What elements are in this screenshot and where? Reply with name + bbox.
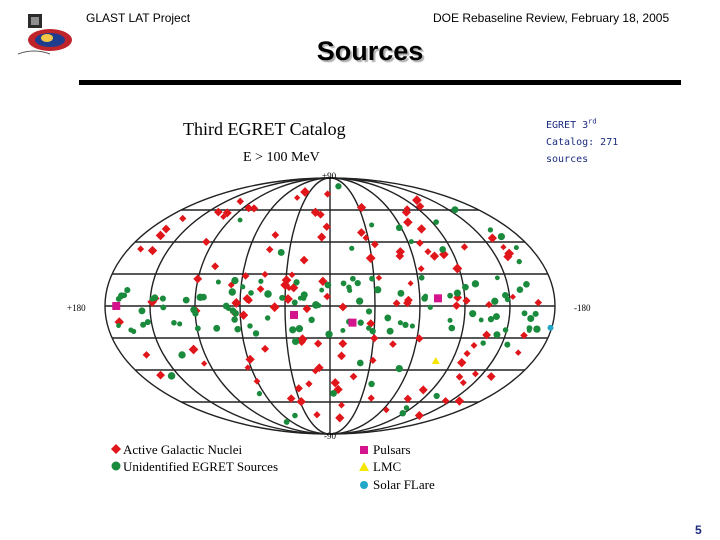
unidentified-source-marker bbox=[384, 314, 391, 321]
unidentified-source-marker bbox=[503, 327, 509, 333]
unidentified-source-marker bbox=[402, 322, 408, 328]
agn-source-marker bbox=[376, 275, 382, 281]
agn-source-marker bbox=[464, 350, 471, 357]
legend-item-unidentified bbox=[112, 459, 279, 474]
unidentified-source-marker bbox=[498, 233, 505, 240]
agn-source-marker bbox=[254, 378, 261, 385]
agn-marker-icon bbox=[111, 444, 121, 454]
unidentified-source-marker bbox=[493, 331, 500, 338]
unidentified-source-marker bbox=[308, 317, 314, 323]
agn-source-marker bbox=[357, 228, 366, 237]
unidentified-source-marker bbox=[517, 286, 524, 293]
unidentified-source-marker bbox=[533, 311, 539, 317]
unidentified-source-marker bbox=[448, 325, 455, 332]
unidentified-source-marker bbox=[349, 246, 354, 251]
agn-source-marker bbox=[487, 372, 496, 381]
unidentified-source-marker bbox=[231, 316, 237, 322]
unidentified-source-marker bbox=[292, 300, 298, 306]
legend bbox=[111, 442, 435, 492]
unidentified-source-marker bbox=[523, 281, 530, 288]
unidentified-source-marker bbox=[325, 331, 332, 338]
unidentified-source-marker bbox=[493, 313, 500, 320]
legend-label-agn: Active Galactic Nuclei bbox=[123, 442, 243, 457]
agn-source-marker bbox=[408, 280, 414, 286]
unidentified-source-marker bbox=[265, 315, 270, 320]
unidentified-source-marker bbox=[452, 206, 459, 213]
agn-source-marker bbox=[338, 402, 345, 409]
unidentified-source-marker bbox=[469, 310, 476, 317]
unidentified-source-marker bbox=[368, 381, 374, 387]
unidentified-marker-icon bbox=[112, 462, 121, 471]
agn-source-marker bbox=[297, 397, 306, 406]
unidentified-source-marker bbox=[495, 275, 500, 280]
unidentified-source-marker bbox=[340, 328, 345, 333]
agn-source-marker bbox=[314, 340, 322, 348]
agn-source-marker bbox=[262, 271, 269, 278]
unidentified-source-marker bbox=[517, 259, 522, 264]
unidentified-source-marker bbox=[454, 289, 461, 296]
solar-flare-marker-icon bbox=[360, 481, 368, 489]
unidentified-source-marker bbox=[480, 340, 485, 345]
unidentified-source-marker bbox=[387, 328, 394, 335]
agn-source-marker bbox=[338, 339, 347, 348]
unidentified-source-marker bbox=[527, 325, 533, 331]
unidentified-source-marker bbox=[399, 410, 406, 417]
unidentified-source-marker bbox=[289, 326, 296, 333]
unidentified-source-marker bbox=[292, 338, 299, 345]
agn-source-marker bbox=[257, 285, 265, 293]
unidentified-source-marker bbox=[317, 303, 322, 308]
agn-source-marker bbox=[370, 334, 378, 342]
unidentified-source-marker bbox=[370, 328, 376, 334]
pulsar-source-marker bbox=[290, 311, 298, 319]
unidentified-source-marker bbox=[178, 351, 185, 358]
agn-source-marker bbox=[148, 246, 157, 255]
agn-source-marker bbox=[266, 246, 273, 253]
unidentified-source-marker bbox=[335, 183, 341, 189]
agn-source-marker bbox=[368, 395, 375, 402]
unidentified-source-marker bbox=[279, 295, 285, 301]
unidentified-source-marker bbox=[356, 297, 363, 304]
agn-source-marker bbox=[535, 299, 543, 307]
agn-source-marker bbox=[457, 358, 466, 367]
slide-title: Sources bbox=[316, 36, 424, 66]
unidentified-source-marker bbox=[160, 295, 166, 301]
agn-source-marker bbox=[189, 345, 199, 355]
agn-source-marker bbox=[201, 360, 207, 366]
agn-source-marker bbox=[500, 244, 506, 250]
unidentified-source-marker bbox=[358, 320, 364, 326]
unidentified-source-marker bbox=[527, 315, 534, 322]
legend-label-unidentified: Unidentified EGRET Sources bbox=[123, 459, 279, 474]
agn-source-marker bbox=[471, 342, 478, 349]
unidentified-source-marker bbox=[462, 284, 469, 291]
note-line-1: EGRET 3 bbox=[546, 120, 589, 131]
legend-item-agn bbox=[111, 442, 242, 457]
unidentified-source-marker bbox=[234, 326, 241, 333]
agn-source-marker bbox=[202, 238, 210, 246]
agn-source-marker bbox=[337, 352, 346, 361]
note-line-2: Catalog: 271 bbox=[546, 137, 619, 148]
unidentified-source-marker bbox=[298, 296, 303, 301]
lmc-source-marker bbox=[432, 357, 440, 364]
unidentified-source-marker bbox=[293, 279, 299, 285]
unidentified-source-marker bbox=[213, 325, 220, 332]
unidentified-source-marker bbox=[284, 419, 290, 425]
unidentified-source-marker bbox=[404, 405, 410, 411]
agn-source-marker bbox=[300, 187, 310, 197]
agn-source-marker bbox=[417, 224, 426, 233]
unidentified-source-marker bbox=[319, 288, 324, 293]
agn-source-marker bbox=[419, 385, 428, 394]
agn-source-marker bbox=[214, 208, 223, 217]
unidentified-source-marker bbox=[369, 222, 374, 227]
unidentified-source-marker bbox=[419, 275, 425, 281]
note-superscript: rd bbox=[588, 117, 597, 126]
agn-source-marker bbox=[294, 195, 300, 201]
unidentified-source-marker bbox=[504, 342, 510, 348]
unidentified-source-marker bbox=[296, 325, 303, 332]
unidentified-source-marker bbox=[171, 320, 177, 326]
unidentified-source-marker bbox=[533, 325, 540, 332]
agn-source-marker bbox=[317, 233, 326, 242]
agn-source-marker bbox=[270, 302, 280, 312]
unidentified-source-marker bbox=[116, 323, 121, 328]
agn-source-marker bbox=[357, 203, 366, 212]
unidentified-source-marker bbox=[121, 292, 127, 298]
unidentified-source-marker bbox=[229, 288, 236, 295]
agn-source-marker bbox=[460, 379, 467, 386]
agn-source-marker bbox=[261, 345, 269, 353]
agn-source-marker bbox=[193, 274, 202, 283]
source-markers bbox=[112, 183, 553, 425]
agn-source-marker bbox=[350, 373, 358, 381]
unidentified-source-marker bbox=[140, 322, 146, 328]
unidentified-source-marker bbox=[505, 297, 510, 302]
unidentified-source-marker bbox=[410, 324, 415, 329]
agn-source-marker bbox=[366, 253, 376, 263]
unidentified-source-marker bbox=[397, 290, 404, 297]
lat-bottom-label: -90 bbox=[324, 431, 336, 441]
unidentified-source-marker bbox=[231, 277, 238, 284]
agn-source-marker bbox=[156, 371, 165, 380]
unidentified-source-marker bbox=[341, 280, 347, 286]
unidentified-source-marker bbox=[514, 245, 519, 250]
unidentified-source-marker bbox=[226, 306, 231, 311]
unidentified-source-marker bbox=[240, 284, 245, 289]
unidentified-source-marker bbox=[200, 294, 207, 301]
unidentified-source-marker bbox=[428, 305, 433, 310]
unidentified-source-marker bbox=[160, 305, 166, 311]
unidentified-source-marker bbox=[479, 318, 484, 323]
unidentified-source-marker bbox=[183, 297, 190, 304]
figure-title: Third EGRET Catalog bbox=[183, 119, 346, 139]
egret-sky-map bbox=[60, 108, 620, 498]
unidentified-source-marker bbox=[149, 296, 154, 301]
agn-source-marker bbox=[389, 340, 397, 348]
unidentified-source-marker bbox=[439, 246, 446, 253]
agn-source-marker bbox=[137, 245, 144, 252]
header-review: DOE Rebaseline Review, February 18, 2005 bbox=[433, 11, 670, 25]
unidentified-source-marker bbox=[396, 224, 403, 231]
unidentified-source-marker bbox=[247, 323, 252, 328]
agn-source-marker bbox=[339, 303, 348, 312]
lmc-marker-icon bbox=[359, 462, 369, 471]
figure-subtitle: E > 100 MeV bbox=[243, 150, 320, 165]
unidentified-source-marker bbox=[448, 318, 453, 323]
unidentified-source-marker bbox=[216, 280, 221, 285]
unidentified-source-marker bbox=[248, 290, 254, 296]
agn-source-marker bbox=[305, 380, 312, 387]
unidentified-source-marker bbox=[264, 290, 272, 298]
agn-source-marker bbox=[462, 297, 470, 305]
agn-source-marker bbox=[162, 225, 171, 234]
unidentified-source-marker bbox=[357, 360, 364, 367]
header-project: GLAST LAT Project bbox=[86, 11, 191, 25]
unidentified-source-marker bbox=[253, 330, 259, 336]
unidentified-source-marker bbox=[374, 286, 381, 293]
legend-item-solar-flare bbox=[360, 477, 435, 492]
agn-source-marker bbox=[416, 239, 424, 247]
unidentified-source-marker bbox=[138, 307, 145, 314]
solar-flare-source-marker bbox=[548, 325, 554, 331]
unidentified-source-marker bbox=[433, 219, 439, 225]
lon-left-label: +180 bbox=[67, 303, 86, 313]
unidentified-source-marker bbox=[195, 325, 201, 331]
agn-source-marker bbox=[424, 248, 431, 255]
unidentified-source-marker bbox=[330, 390, 337, 397]
unidentified-source-marker bbox=[355, 280, 361, 286]
agn-source-marker bbox=[442, 397, 449, 404]
agn-source-marker bbox=[418, 265, 425, 272]
agn-source-marker bbox=[143, 351, 151, 359]
pulsar-marker-icon bbox=[360, 446, 368, 454]
agn-source-marker bbox=[510, 294, 516, 300]
agn-source-marker bbox=[403, 217, 413, 227]
unidentified-source-marker bbox=[396, 365, 403, 372]
page-number: 5 bbox=[695, 523, 702, 537]
unidentified-source-marker bbox=[366, 308, 372, 314]
unidentified-source-marker bbox=[472, 280, 479, 287]
agn-source-marker bbox=[289, 271, 296, 278]
unidentified-source-marker bbox=[398, 320, 403, 325]
agn-source-marker bbox=[456, 373, 464, 381]
agn-source-marker bbox=[313, 411, 320, 418]
legend-label-lmc: LMC bbox=[373, 459, 402, 474]
agn-source-marker bbox=[211, 262, 219, 270]
unidentified-source-marker bbox=[258, 279, 263, 284]
unidentified-source-marker bbox=[488, 227, 493, 232]
unidentified-source-marker bbox=[238, 218, 243, 223]
agn-source-marker bbox=[452, 301, 461, 310]
agn-source-marker bbox=[515, 349, 522, 356]
unidentified-source-marker bbox=[124, 287, 130, 293]
lon-right-label: -180 bbox=[574, 303, 591, 313]
legend-label-solar-flare: Solar FLare bbox=[373, 477, 435, 492]
note-line-3: sources bbox=[546, 154, 589, 165]
lat-top-label: +90 bbox=[322, 171, 337, 181]
agn-source-marker bbox=[430, 251, 439, 260]
pulsar-source-marker bbox=[434, 294, 442, 302]
unidentified-source-marker bbox=[434, 393, 440, 399]
unidentified-source-marker bbox=[177, 321, 182, 326]
unidentified-source-marker bbox=[350, 276, 356, 282]
title-divider bbox=[79, 80, 681, 85]
unidentified-source-marker bbox=[346, 285, 352, 291]
unidentified-source-marker bbox=[325, 282, 332, 289]
pulsar-source-marker bbox=[349, 319, 357, 327]
agn-source-marker bbox=[472, 370, 479, 377]
legend-item-pulsars bbox=[360, 442, 411, 457]
catalog-note bbox=[546, 117, 666, 168]
legend-label-pulsars: Pulsars bbox=[373, 442, 411, 457]
unidentified-source-marker bbox=[292, 413, 298, 419]
unidentified-source-marker bbox=[491, 298, 498, 305]
unidentified-source-marker bbox=[522, 310, 528, 316]
unidentified-source-marker bbox=[421, 295, 428, 302]
agn-source-marker bbox=[335, 413, 344, 422]
unidentified-source-marker bbox=[447, 293, 453, 299]
unidentified-source-marker bbox=[278, 249, 285, 256]
agn-source-marker bbox=[300, 256, 309, 265]
legend-item-lmc bbox=[359, 459, 401, 474]
agn-source-marker bbox=[461, 243, 468, 250]
unidentified-source-marker bbox=[257, 391, 262, 396]
agn-source-marker bbox=[179, 215, 186, 222]
agn-source-marker bbox=[272, 231, 280, 239]
unidentified-source-marker bbox=[168, 372, 175, 379]
unidentified-source-marker bbox=[409, 239, 414, 244]
unidentified-source-marker bbox=[128, 327, 133, 332]
unidentified-source-marker bbox=[369, 276, 375, 282]
pulsar-source-marker bbox=[112, 302, 120, 310]
agn-source-marker bbox=[156, 231, 166, 241]
agn-source-marker bbox=[237, 198, 244, 205]
unidentified-source-marker bbox=[190, 306, 197, 313]
